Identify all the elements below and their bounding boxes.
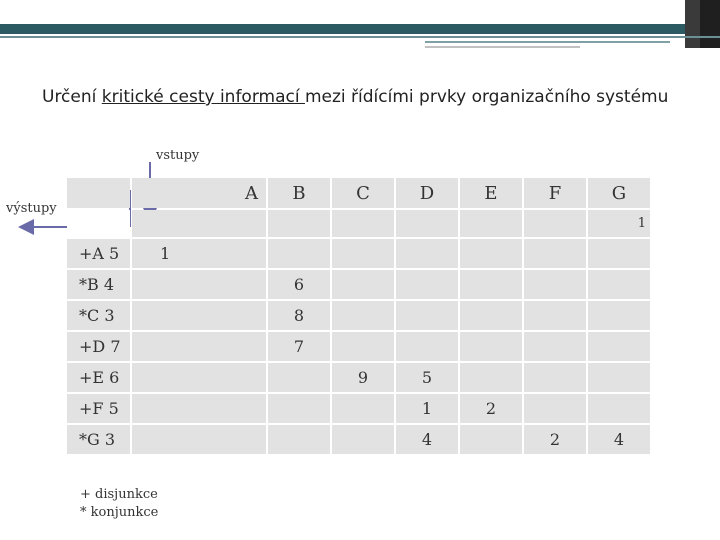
table-row [67, 332, 652, 361]
table-cell [268, 394, 330, 423]
column-header-a: A [132, 178, 266, 208]
subheader-cell [268, 210, 330, 237]
table-cell [396, 239, 458, 268]
table-cell [460, 425, 522, 454]
table-cell [332, 301, 394, 330]
subheader-cell [132, 210, 266, 237]
table-cell [588, 394, 650, 423]
table-row [67, 363, 652, 392]
table-cell: 2 [460, 394, 522, 423]
table-row [67, 239, 652, 268]
table-cell [524, 270, 586, 299]
column-header-g: G [588, 178, 650, 208]
table-cell: 8 [268, 301, 330, 330]
column-header-f: F [524, 178, 586, 208]
table-cell [524, 363, 586, 392]
column-header-d: D [396, 178, 458, 208]
legend [80, 486, 158, 522]
row-label: *C 3 [67, 301, 130, 330]
row-label: +E 6 [67, 363, 130, 392]
column-header-c: C [332, 178, 394, 208]
table-cell: 1 [396, 394, 458, 423]
table-cell [268, 239, 330, 268]
table-cell [460, 301, 522, 330]
table-cell [588, 363, 650, 392]
corner-cell [67, 178, 130, 208]
table-cell [588, 332, 650, 361]
title-underlined: kritické cesty informací [101, 87, 305, 107]
row-label: +D 7 [67, 332, 130, 361]
header-row [67, 178, 652, 208]
subheader-cell [524, 210, 586, 237]
subheader-cell [332, 210, 394, 237]
table-cell [132, 332, 266, 361]
table-row [67, 425, 652, 454]
table-row [67, 301, 652, 330]
title-suffix: mezi řídícími prvky organizačního systému [304, 87, 669, 107]
table-cell [460, 363, 522, 392]
table-cell: 5 [396, 363, 458, 392]
table-cell [588, 301, 650, 330]
table-cell [588, 239, 650, 268]
table-cell: 7 [268, 332, 330, 361]
table-cell [332, 425, 394, 454]
table-cell [524, 301, 586, 330]
table-cell [132, 363, 266, 392]
table-cell [268, 425, 330, 454]
subheader-cell [67, 210, 130, 237]
table-cell [132, 394, 266, 423]
table-row [67, 270, 652, 299]
row-label: *B 4 [67, 270, 130, 299]
table-cell: 4 [588, 425, 650, 454]
table-cell [332, 270, 394, 299]
matrix-table [65, 176, 654, 456]
table-cell [588, 270, 650, 299]
legend-konjunkce: * konjunkce [80, 505, 159, 520]
table-cell: 9 [332, 363, 394, 392]
table-cell: 2 [524, 425, 586, 454]
subheader-cell [396, 210, 458, 237]
table-cell [396, 270, 458, 299]
table-cell [524, 332, 586, 361]
table-cell [460, 270, 522, 299]
table-cell [396, 332, 458, 361]
table-cell: 1 [132, 239, 266, 268]
table-cell [396, 301, 458, 330]
table-cell [332, 239, 394, 268]
vystupy-label: výstupy [6, 201, 57, 216]
vstupy-label: vstupy [156, 148, 200, 163]
table-cell [332, 394, 394, 423]
subheader-row [67, 210, 652, 237]
table-cell [332, 332, 394, 361]
table-row [67, 394, 652, 423]
table-cell [524, 239, 586, 268]
table-cell [524, 394, 586, 423]
subheader-cell [460, 210, 522, 237]
row-label: +A 5 [67, 239, 130, 268]
table-cell [132, 301, 266, 330]
title-prefix: Určení [42, 87, 102, 107]
table-cell [132, 270, 266, 299]
table-cell [132, 425, 266, 454]
table-cell: 6 [268, 270, 330, 299]
subheader-cell: 1 [588, 210, 650, 237]
table-cell [460, 239, 522, 268]
table-cell [460, 332, 522, 361]
row-label: +F 5 [67, 394, 130, 423]
row-label: *G 3 [67, 425, 130, 454]
table-cell [268, 363, 330, 392]
table-cell: 4 [396, 425, 458, 454]
column-header-e: E [460, 178, 522, 208]
legend-disjunkce: + disjunkce [80, 487, 158, 502]
column-header-b: B [268, 178, 330, 208]
